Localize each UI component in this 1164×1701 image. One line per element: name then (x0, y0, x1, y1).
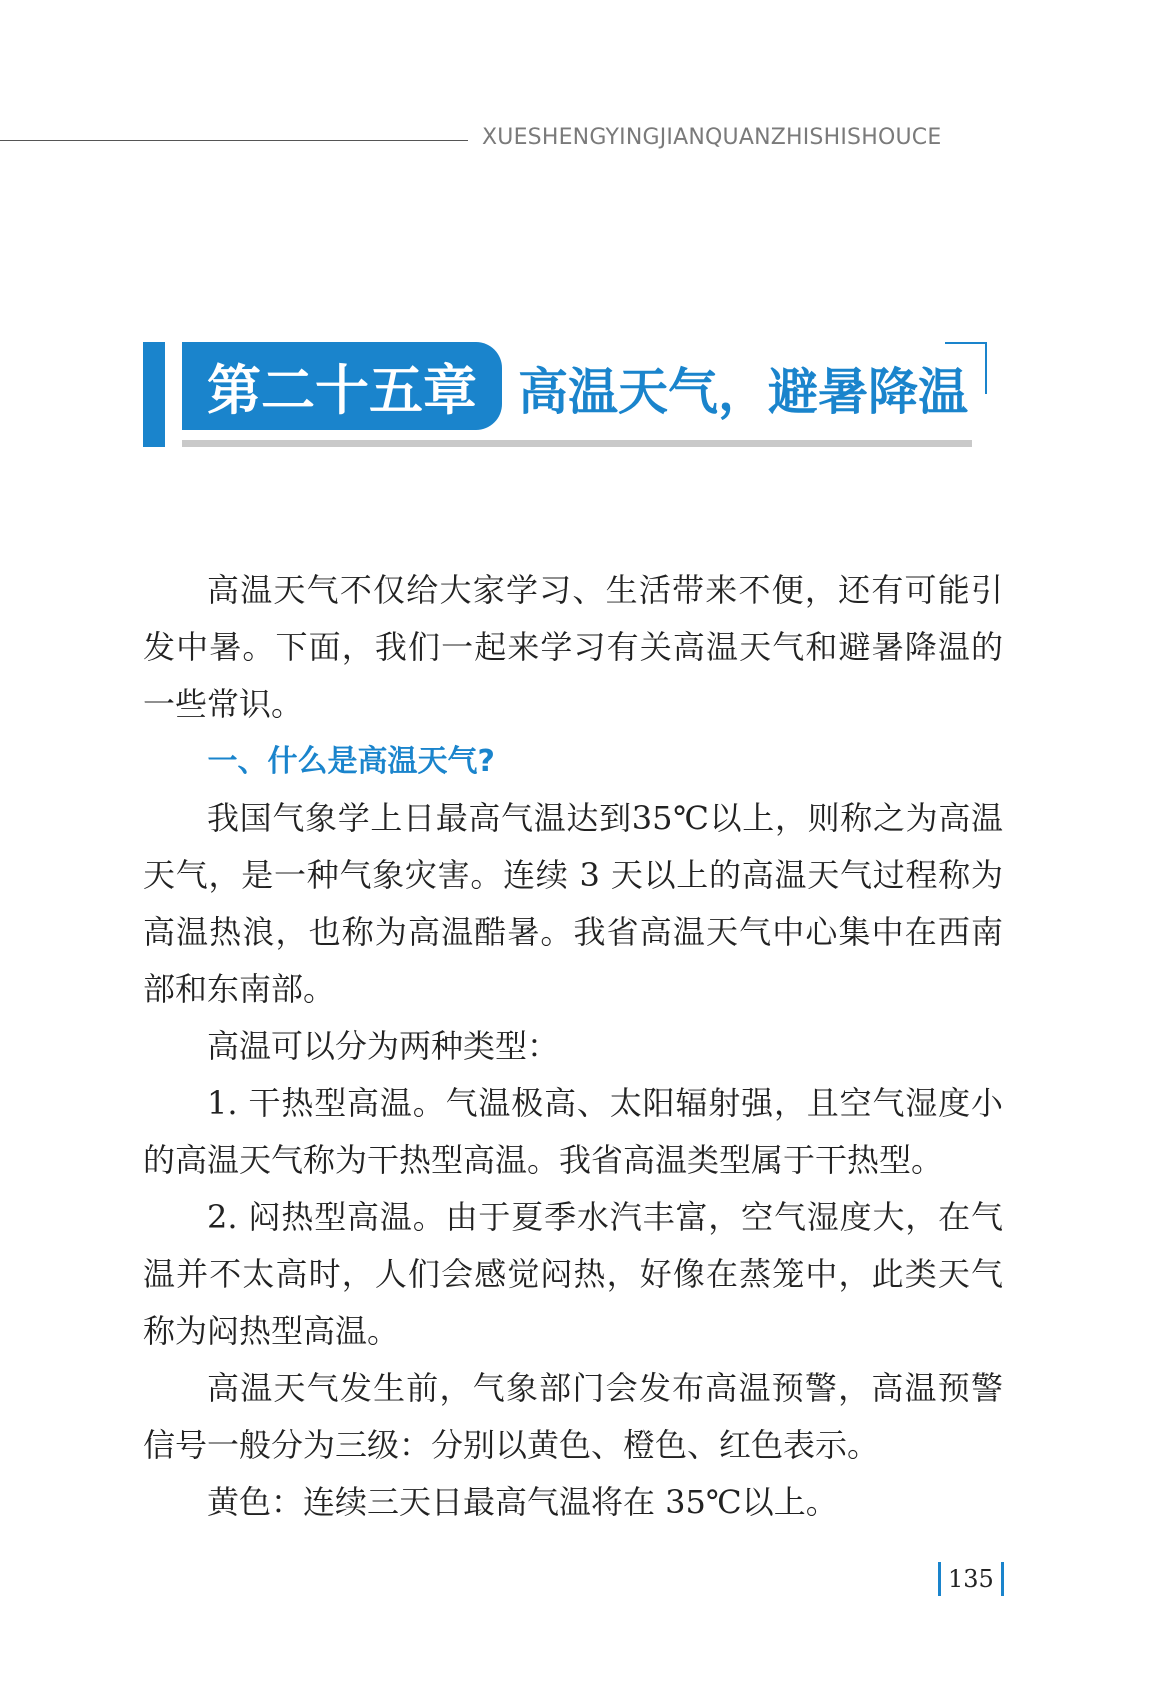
section-heading: 一、什么是高温天气? (207, 744, 495, 779)
paragraph-humid-heat: 2. 闷热型高温。由于夏季水汽丰富，空气湿度大，在气温并不太高时，人们会感觉闷热，好像在蒸笼中，此类天气称为闷热型高温。 (143, 1198, 1003, 1350)
paragraph-yellow-level: 黄色：连续三天日最高气温将在 35℃以上。 (207, 1483, 838, 1521)
paragraph-dry-heat: 1. 干热型高温。气温极高、太阳辐射强，且空气湿度小的高温天气称为干热型高温。我省高温类型属于干热型。 (143, 1084, 1003, 1179)
chapter-corner-mark-vertical (985, 342, 987, 394)
header-rule (0, 140, 468, 141)
paragraph-intro: 高温天气不仅给大家学习、生活带来不便，还有可能引发中暑。下面，我们一起来学习有关高温天气和避暑降温的一些常识。 (143, 571, 1003, 723)
chapter-corner-mark-horizontal (945, 342, 987, 344)
chapter-accent-bar (143, 342, 165, 447)
running-header: XUESHENGYINGJIANQUANZHISHISHOUCE (482, 125, 942, 150)
paragraph-types-intro: 高温可以分为两种类型： (207, 1027, 560, 1065)
page-number: 135 (938, 1562, 1004, 1596)
body-text (143, 562, 1003, 1531)
paragraph-warning: 高温天气发生前，气象部门会发布高温预警，高温预警信号一般分为三级：分别以黄色、橙色、红色表示。 (143, 1369, 1003, 1464)
chapter-title: 高温天气，避暑降温 (518, 362, 968, 421)
paragraph-definition: 我国气象学上日最高气温达到35℃以上，则称之为高温天气，是一种气象灾害。连续 3 天以上的高温天气过程称为高温热浪，也称为高温酷暑。我省高温天气中心集中在西南部和东南部。 (143, 799, 1003, 1008)
chapter-underline (182, 440, 972, 447)
chapter-number-label: 第二十五章 (182, 342, 502, 430)
